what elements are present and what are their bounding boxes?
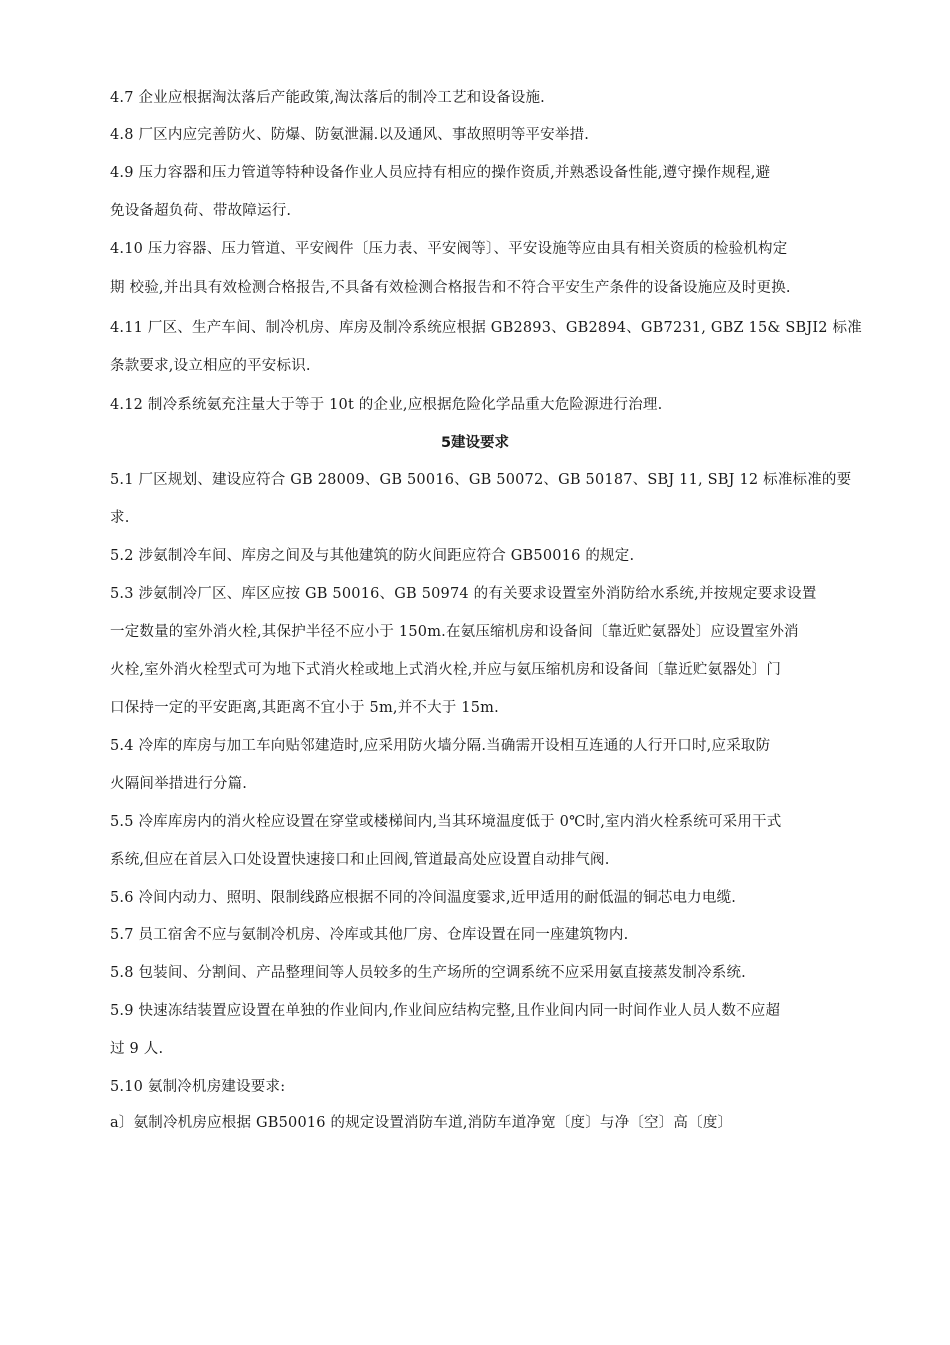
clause-4-12: 4.12 制冷系统氨充注量大于等于 10t 的企业,应根据危险化学品重大危险源进行治理.	[110, 397, 663, 413]
clause-5-1-line-1: 5.1 厂区规划、建设应符合 GB 28009、GB 50016、GB 50072、GB 50187、SBJ 11, SBJ 12 标准标准的要	[110, 472, 852, 488]
clause-5-1-line-2: 求.	[110, 510, 130, 526]
clause-4-11-line-2: 条款要求,设立相应的平安标识.	[110, 358, 311, 374]
clause-5-4-line-1: 5.4 冷库的库房与加工车向贴邻建造时,应采用防火墙分隔.当确需开设相互连通的人行开口时,应采取防	[110, 738, 771, 754]
clause-4-8: 4.8 厂区内应完善防火、防爆、防氨泄漏.以及通风、事故照明等平安举措.	[110, 127, 590, 143]
clause-5-8: 5.8 包装间、分割间、产品整理间等人员较多的生产场所的空调系统不应采用氨直接蒸发制冷系统.	[110, 965, 746, 981]
clause-5-9-line-1: 5.9 快速冻结装置应设置在单独的作业间内,作业间应结构完整,且作业间内同一时间作业人员人数不应超	[110, 1003, 781, 1019]
clause-5-3-line-3: 火栓,室外消火栓型式可为地下式消火栓或地上式消火栓,并应与氨压缩机房和设备间〔靠近贮氨器处〕门	[110, 662, 782, 678]
clause-4-11-line-1: 4.11 厂区、生产车间、制冷机房、库房及制冷系统应根据 GB2893、GB2894、GB7231, GBZ 15& SBJI2 标准	[110, 320, 862, 336]
clause-5-10: 5.10 氨制冷机房建设要求:	[110, 1079, 286, 1095]
clause-5-3-line-4: 口保持一定的平安距离,其距离不宜小于 5m,并不大于 15m.	[110, 700, 499, 716]
clause-5-6: 5.6 冷间内动力、照明、限制线路应根据不同的冷间温度霎求,近甲适用的耐低温的铜芯电力电缆.	[110, 890, 737, 906]
clause-5-5-line-2: 系统,但应在首层入口处设置快速接口和止回阀,管道最高处应设置自动排气阀.	[110, 852, 610, 868]
clause-5-3-line-2: 一定数量的室外消火栓,其保护半径不应小于 150m.在氨压缩机房和设备间〔靠近贮氨器处〕应设置室外消	[110, 624, 799, 640]
clause-5-10-a: a〕氨制冷机房应根据 GB50016 的规定设置消防车道,消防车道净宽〔度〕与净〔空〕高〔度〕	[110, 1115, 733, 1131]
clause-5-7: 5.7 员工宿舍不应与氨制冷机房、冷库或其他厂房、仓库设置在同一座建筑物内.	[110, 927, 629, 943]
clause-4-10-line-1: 4.10 压力容器、压力管道、平安阀件〔压力表、平安阀等〕、平安设施等应由具有相关资质的检验机构定	[110, 241, 788, 257]
clause-4-7: 4.7 企业应根据淘汰落后产能政策,淘汰落后的制冷工艺和设备设施.	[110, 90, 545, 106]
clause-5-4-line-2: 火隔间举措进行分篇.	[110, 776, 248, 792]
clause-5-5-line-1: 5.5 冷库库房内的消火栓应设置在穿堂或楼梯间内,当其环境温度低于 0℃时,室内消火栓系统可采用干式	[110, 814, 782, 830]
clause-5-2: 5.2 涉氨制冷车间、库房之间及与其他建筑的防火间距应符合 GB50016 的规定.	[110, 548, 635, 564]
clause-5-9-line-2: 过 9 人.	[110, 1041, 164, 1057]
clause-4-9-line-1: 4.9 压力容器和压力管道等特种设备作业人员应持有相应的操作资质,并熟悉设备性能,遵守操作规程,避	[110, 165, 771, 181]
clause-4-9-line-2: 免设备超负荷、带故障运行.	[110, 203, 292, 219]
section-heading: 5建设要求	[440, 435, 510, 451]
clause-4-10-line-2: 期 校验,并出具有效检测合格报告,不具备有效检测合格报告和不符合平安生产条件的设备设施应及时更换.	[110, 280, 791, 296]
clause-5-3-line-1: 5.3 涉氨制冷厂区、库区应按 GB 50016、GB 50974 的有关要求设置室外消防给水系统,并按规定要求设置	[110, 586, 817, 602]
